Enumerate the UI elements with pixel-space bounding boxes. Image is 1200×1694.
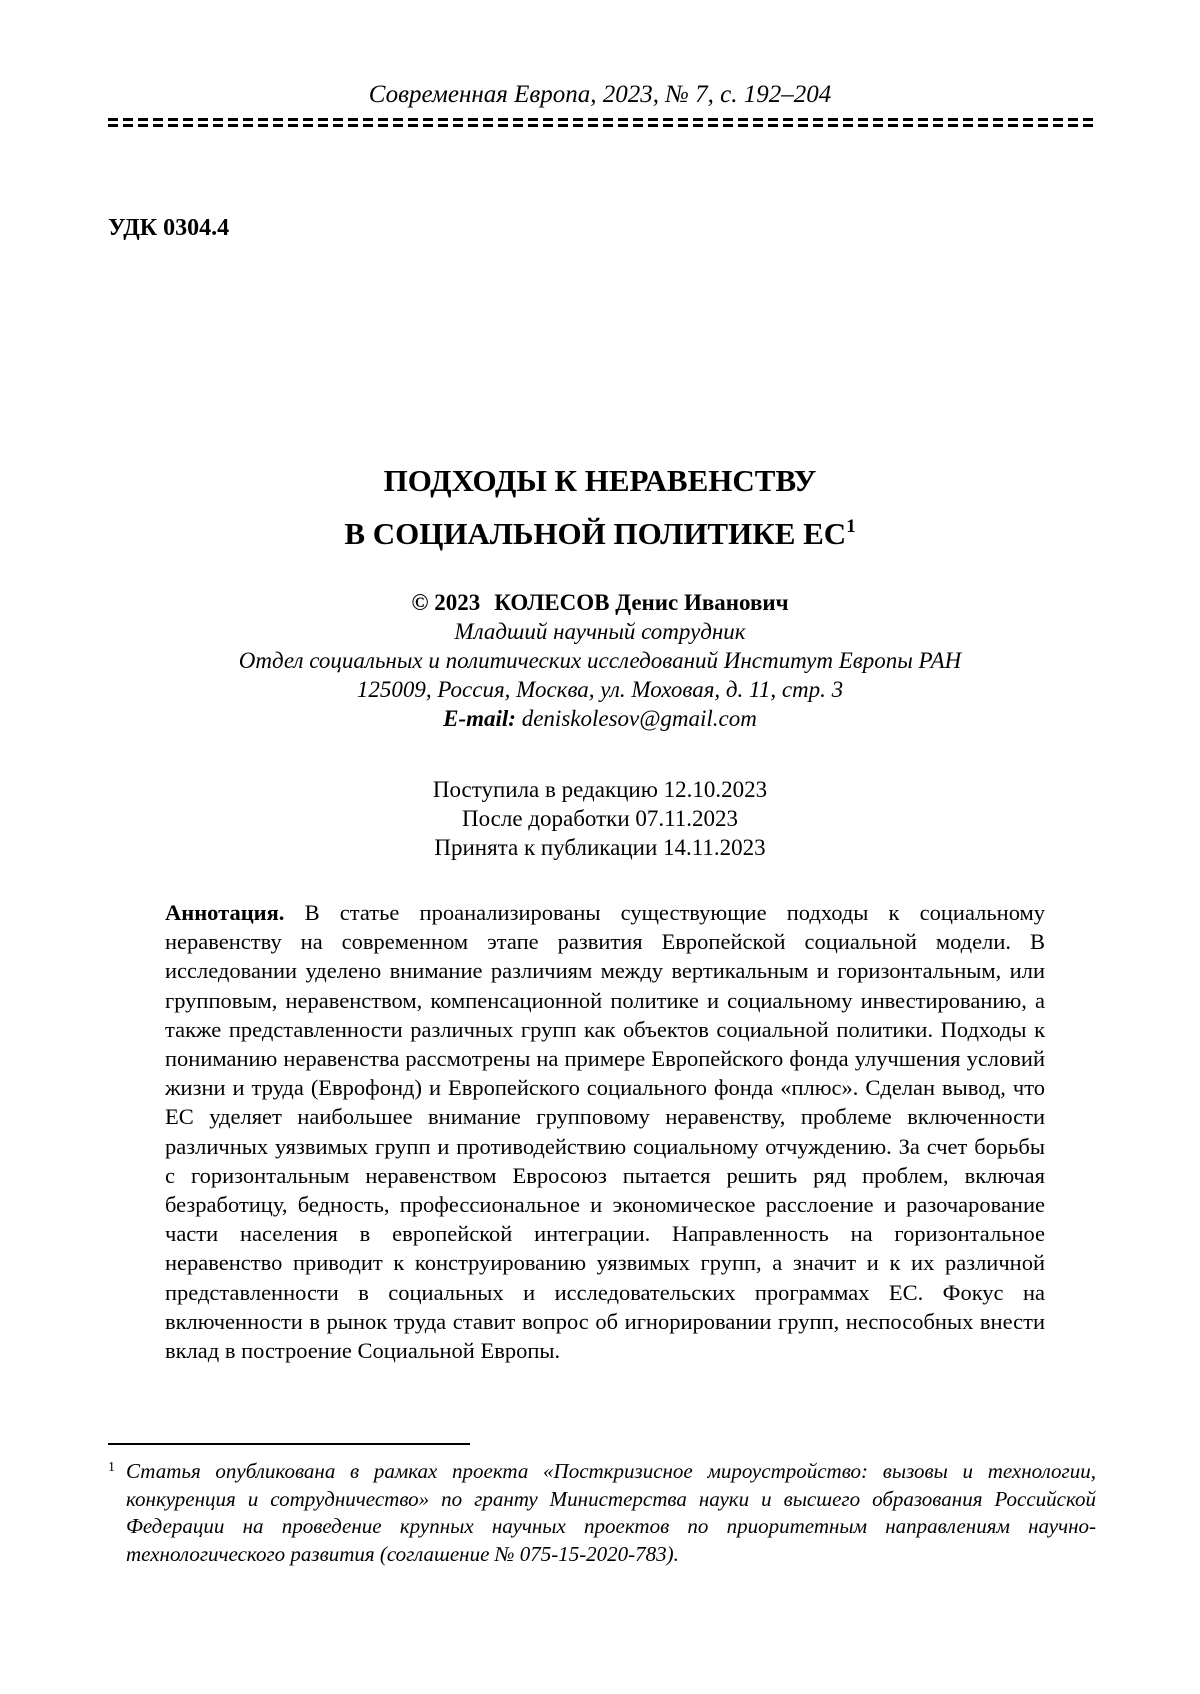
copyright-year: © 2023 [411, 590, 481, 615]
date-accepted: Принята к публикации 14.11.2023 [434, 835, 766, 860]
footnote-text: Статья опубликована в рамках проекта «Посткризисное мироустройство: вызовы и технологии, конкуренция и сотрудничество» по гранту Министерства науки и высшего образования Российской Федерации на проведение крупных научных проектов по приоритетным направлениям научно-технологического развития (соглашение № 075-15-2020-783). [126, 1459, 1096, 1566]
footnote-mark: 1 [108, 1460, 115, 1475]
udk-code: УДК 0304.4 [108, 215, 230, 241]
author-affiliation: Отдел социальных и политических исследований Институт Европы РАН [238, 648, 962, 673]
author-line [0, 588, 1200, 617]
header-rule-bottom [108, 124, 1096, 127]
author-position: Младший научный сотрудник [454, 619, 746, 644]
article-title [0, 454, 1200, 560]
footnote [108, 1458, 1096, 1568]
article-title-line-2 [0, 507, 1200, 560]
email-label: E-mail: [443, 706, 516, 731]
abstract-label: Аннотация. [165, 900, 285, 925]
abstract-text: В статье проанализированы существующие подходы к социальному неравенству на современном этапе развития Европейской социальной модели. В исследовании уделено внимание различиям между вертикальным и горизонтальным, или групповым, неравенством, компенсационной политике и социальному инвестированию, а также представленности различных групп как объектов социальной политики. Подходы к пониманию неравенства рассмотрены на примере Европейского фонда улучшения условий жизни и труда (Еврофонд) и Европейского социального фонда «плюс». Сделан вывод, что ЕС уделяет наибольшее внимание групповому неравенству, проблеме включенности различных уязвимых групп и противодействию социальному отчуждению. За счет борьбы с горизонтальным неравенством Евросоюз пытается решить ряд проблем, включая безработицу, бедность, профессиональное и экономическое расслоение и разочарование части населения в европейской интеграции. Направленность на горизонтальное неравенство приводит к конструированию уязвимых групп, а значит и к их различной представленности в социальных и исследовательских программах ЕС. Фокус на включенности в рынок труда ставит вопрос об игнорировании групп, неспособных внести вклад в построение Социальной Европы. [165, 900, 1046, 1364]
running-head: Современная Европа, 2023, № 7, с. 192–204 [368, 81, 832, 108]
footnote-separator [108, 1443, 470, 1445]
submission-dates [0, 775, 1200, 862]
article-title-line-1: ПОДХОДЫ К НЕРАВЕНСТВУ [383, 463, 817, 498]
author-address: 125009, Россия, Москва, ул. Моховая, д. 11, стр. 3 [356, 677, 844, 702]
abstract [165, 898, 1045, 1365]
author-email-line [0, 704, 1200, 733]
date-received: Поступила в редакцию 12.10.2023 [432, 777, 768, 802]
author-name: КОЛЕСОВ Денис Иванович [494, 590, 789, 615]
date-revised: После доработки 07.11.2023 [461, 806, 739, 831]
article-title-line-2-text: В СОЦИАЛЬНОЙ ПОЛИТИКЕ ЕС [344, 516, 847, 551]
author-block [0, 588, 1200, 733]
header-double-rule [108, 118, 1096, 128]
title-footnote-ref[interactable]: 1 [846, 516, 856, 537]
author-email[interactable]: deniskolesov@gmail.com [521, 706, 757, 731]
header-rule-top [108, 118, 1096, 121]
